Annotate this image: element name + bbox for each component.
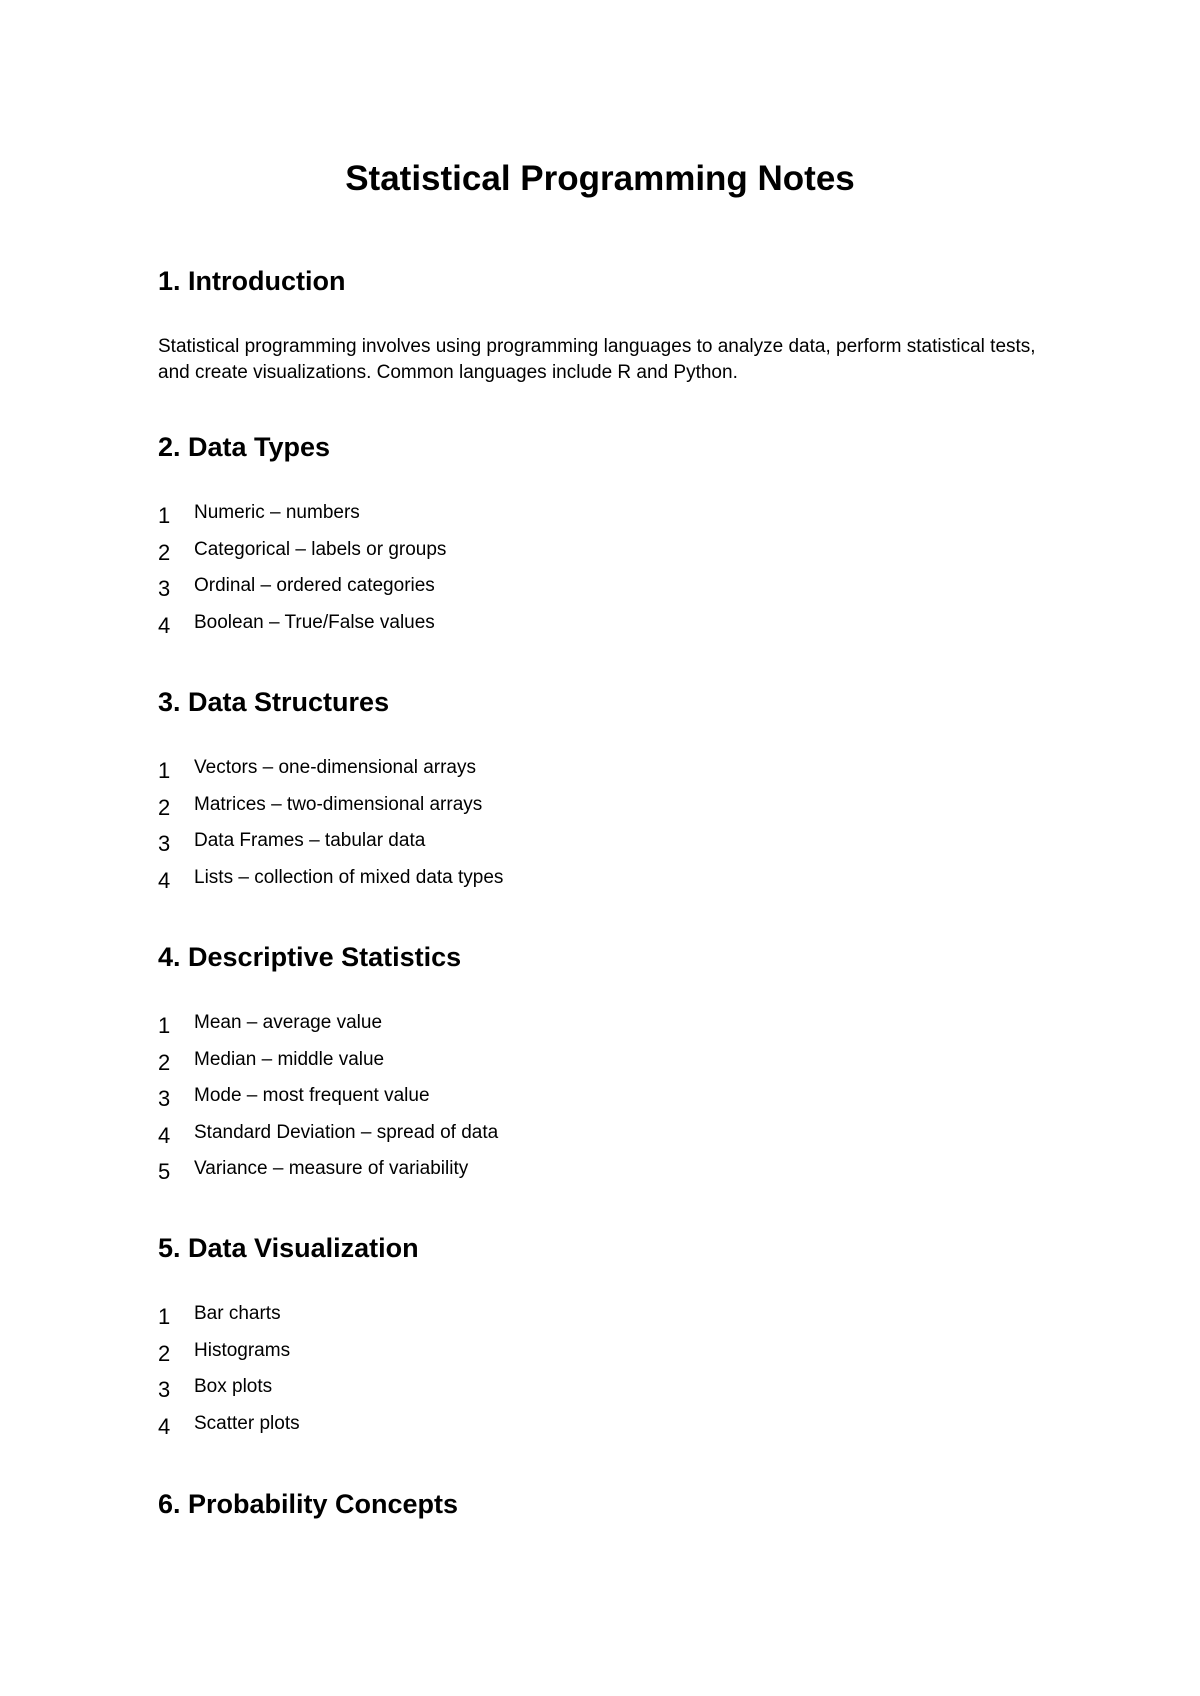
list-item — [158, 1083, 1058, 1120]
section-heading: 1. Introduction — [158, 266, 346, 296]
item-text: Mean – average value — [194, 1012, 383, 1033]
item-number: 4 — [158, 1413, 171, 1439]
section-heading: 6. Probability Concepts — [158, 1489, 459, 1519]
list-item — [158, 1338, 1058, 1375]
item-text: Ordinal – ordered categories — [194, 575, 435, 596]
section-descriptive-statistics — [158, 940, 1058, 1193]
section-heading: 4. Descriptive Statistics — [158, 942, 462, 972]
item-number: 3 — [158, 831, 171, 856]
item-number: 4 — [158, 612, 171, 638]
list-item — [158, 792, 1058, 829]
section-probability-concepts — [158, 1487, 1058, 1521]
item-text: Categorical – labels or groups — [194, 538, 447, 560]
list-item — [158, 755, 1058, 792]
data-types-list — [158, 500, 1058, 646]
section-data-visualization — [158, 1231, 1058, 1447]
item-number: 1 — [158, 1304, 171, 1329]
item-text: Histograms — [194, 1339, 291, 1361]
list-item — [158, 1010, 1058, 1047]
list-item — [158, 573, 1058, 610]
list-item — [158, 610, 1058, 647]
item-text: Data Frames – tabular data — [194, 830, 426, 851]
list-item — [158, 1156, 1058, 1193]
item-text: Standard Deviation – spread of data — [194, 1121, 499, 1143]
item-text: Vectors – one-dimensional arrays — [194, 757, 476, 778]
item-text: Scatter plots — [194, 1412, 300, 1434]
list-item — [158, 828, 1058, 865]
item-text: Matrices – two-dimensional arrays — [194, 793, 483, 815]
data-structures-list — [158, 755, 1058, 901]
item-number: 4 — [158, 867, 171, 893]
section-heading: 5. Data Visualization — [158, 1233, 419, 1263]
list-item — [158, 1374, 1058, 1411]
item-number: 1 — [158, 758, 171, 783]
list-item — [158, 1411, 1058, 1448]
item-text: Box plots — [194, 1376, 273, 1397]
page-title: Statistical Programming Notes — [345, 159, 855, 198]
list-item — [158, 865, 1058, 902]
item-number: 2 — [158, 1340, 171, 1366]
list-item — [158, 1047, 1058, 1084]
item-number: 5 — [158, 1159, 171, 1184]
item-number: 1 — [158, 503, 171, 528]
item-number: 4 — [158, 1122, 171, 1148]
section-data-types — [158, 430, 1058, 646]
intro-paragraph: Statistical programming involves using programming languages to analyze data, perform statistical tests, and create visualizations. Common languages include R and Python. — [158, 336, 1036, 383]
item-number: 1 — [158, 1013, 171, 1038]
list-item — [158, 1120, 1058, 1157]
data-visualization-list — [158, 1301, 1058, 1447]
item-text: Bar charts — [194, 1303, 281, 1324]
item-number: 2 — [158, 794, 171, 820]
item-number: 2 — [158, 539, 171, 565]
item-text: Lists – collection of mixed data types — [194, 866, 504, 888]
section-heading: 2. Data Types — [158, 432, 331, 462]
item-text: Variance – measure of variability — [194, 1158, 469, 1179]
item-text: Mode – most frequent value — [194, 1085, 430, 1106]
item-number: 3 — [158, 1086, 171, 1111]
item-number: 3 — [158, 576, 171, 601]
descriptive-statistics-list — [158, 1010, 1058, 1193]
item-number: 2 — [158, 1049, 171, 1075]
item-text: Median – middle value — [194, 1048, 385, 1070]
list-item — [158, 537, 1058, 574]
section-heading: 3. Data Structures — [158, 687, 390, 717]
item-text: Numeric – numbers — [194, 502, 360, 523]
item-text: Boolean – True/False values — [194, 611, 435, 633]
section-data-structures — [158, 685, 1058, 901]
list-item — [158, 1301, 1058, 1338]
item-number: 3 — [158, 1377, 171, 1402]
list-item — [158, 500, 1058, 537]
section-introduction — [158, 264, 1058, 386]
